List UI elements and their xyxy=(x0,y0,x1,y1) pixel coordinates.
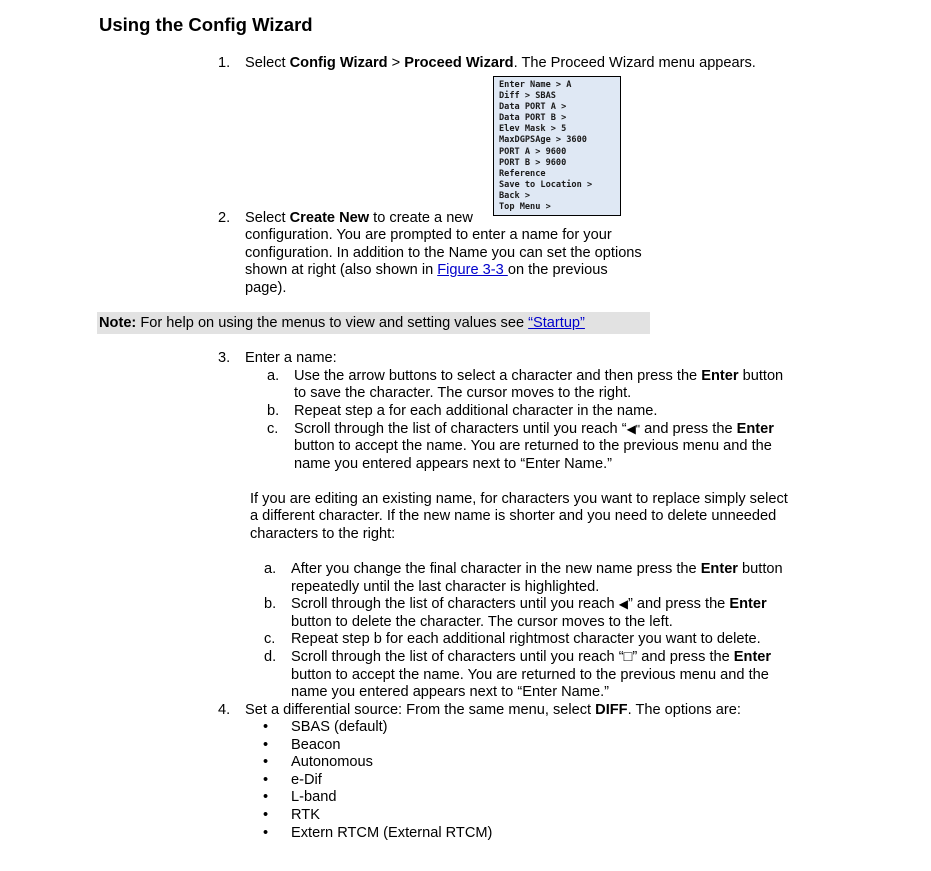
step-3c-line-1: Scroll through the list of characters until you reach “◀ʺ and press the Enter xyxy=(294,421,774,437)
edit-d-letter: d. xyxy=(264,649,277,665)
menu-item: Diff > SBAS xyxy=(499,91,556,102)
step-4-text: Set a differential source: From the same menu, select DIFF. The options are: xyxy=(245,702,741,718)
editing-para-line-1: If you are editing an existing name, for characters you want to replace simply select xyxy=(250,491,788,507)
step-4-number: 4. xyxy=(218,702,231,718)
step-3b-letter: b. xyxy=(267,403,280,419)
bullet: • xyxy=(263,737,269,753)
edit-b-line-1: Scroll through the list of characters until you reach ◀” and press the Enter xyxy=(291,596,767,612)
edit-d-line-1: Scroll through the list of characters until you reach “□” and press the Enter xyxy=(291,649,772,665)
edit-b-letter: b. xyxy=(264,596,277,612)
step-3a-line-1: Use the arrow buttons to select a character and then press the Enter button xyxy=(294,368,784,384)
diff-option: Extern RTCM (External RTCM) xyxy=(291,825,493,841)
diff-option: e-Dif xyxy=(291,772,322,788)
menu-item: Reference xyxy=(499,168,546,179)
proceed-wizard-menu xyxy=(493,76,621,216)
edit-d-line-3: name you entered appears next to “Enter Name.” xyxy=(291,684,609,700)
menu-item: PORT A > 9600 xyxy=(499,146,567,157)
edit-a-letter: a. xyxy=(264,561,277,577)
menu-item: MaxDGPSAge > 3600 xyxy=(499,135,587,146)
step-3b-line-1: Repeat step a for each additional character in the name. xyxy=(294,403,658,419)
menu-item: Data PORT A > xyxy=(499,102,567,113)
diff-option: Autonomous xyxy=(291,754,373,770)
step-3-text: Enter a name: xyxy=(245,350,337,366)
diff-option: Beacon xyxy=(291,737,341,753)
step-2-line-3: configuration. In addition to the Name you can set the options xyxy=(245,245,642,261)
bullet: • xyxy=(263,825,269,841)
edit-a-line-1: After you change the final character in the new name press the Enter button xyxy=(291,561,783,577)
editing-para-line-2: a different character. If the new name is shorter and you need to delete unneeded xyxy=(250,508,777,524)
bullet: • xyxy=(263,719,269,735)
step-2-line-5: page). xyxy=(245,280,287,296)
diff-option: SBAS (default) xyxy=(291,719,388,735)
diff-option: RTK xyxy=(291,807,320,823)
menu-item: Enter Name > A xyxy=(499,80,572,90)
edit-a-line-2: repeatedly until the last character is highlighted. xyxy=(291,579,600,595)
figure-3-3-link[interactable]: Figure 3-3 xyxy=(437,262,508,278)
step-3a-line-2: to save the character. The cursor moves to the right. xyxy=(294,385,632,401)
bullet: • xyxy=(263,754,269,770)
diff-option: L-band xyxy=(291,789,337,805)
left-arrow-icon: ◀ xyxy=(618,597,628,611)
menu-item: Elev Mask > 5 xyxy=(499,124,567,135)
editing-para-line-3: characters to the right: xyxy=(250,526,396,542)
step-3c-letter: c. xyxy=(267,421,279,437)
step-2-line-1: Select Create New to create a new xyxy=(245,210,473,226)
bullet: • xyxy=(263,772,269,788)
menu-item: Save to Location > xyxy=(499,179,593,190)
menu-item: Data PORT B > xyxy=(499,113,567,124)
step-1-number: 1. xyxy=(218,55,231,71)
section-heading: Using the Config Wizard xyxy=(99,14,313,35)
menu-item: PORT B > 9600 xyxy=(499,157,567,168)
edit-c-letter: c. xyxy=(264,631,276,647)
step-3c-line-3: name you entered appears next to “Enter Name.” xyxy=(294,456,612,472)
bullet: • xyxy=(263,789,269,805)
bullet: • xyxy=(263,807,269,823)
step-1-text: Select Config Wizard > Proceed Wizard. The Proceed Wizard menu appears. xyxy=(245,55,756,71)
step-2-line-4: shown at right (also shown in Figure 3-3 on the previous xyxy=(245,262,608,278)
step-3-number: 3. xyxy=(218,350,231,366)
startup-link[interactable]: “Startup” xyxy=(528,315,585,331)
edit-b-line-2: button to delete the character. The cursor moves to the left. xyxy=(291,614,673,630)
menu-item: Top Menu > xyxy=(499,202,551,213)
edit-d-line-2: button to accept the name. You are returned to the previous menu and the xyxy=(291,667,769,683)
step-3c-line-2: button to accept the name. You are returned to the previous menu and the xyxy=(294,438,772,454)
step-2-number: 2. xyxy=(218,210,231,226)
left-arrow-icon: ◀ʺ xyxy=(626,422,641,436)
step-2-line-2: configuration. You are prompted to enter a name for your xyxy=(245,227,612,243)
note-box: Note: For help on using the menus to view and setting values see “Startup” xyxy=(97,312,650,334)
edit-c-line-1: Repeat step b for each additional rightmost character you want to delete. xyxy=(291,631,761,647)
step-3a-letter: a. xyxy=(267,368,280,384)
menu-item: Back > xyxy=(499,190,531,201)
